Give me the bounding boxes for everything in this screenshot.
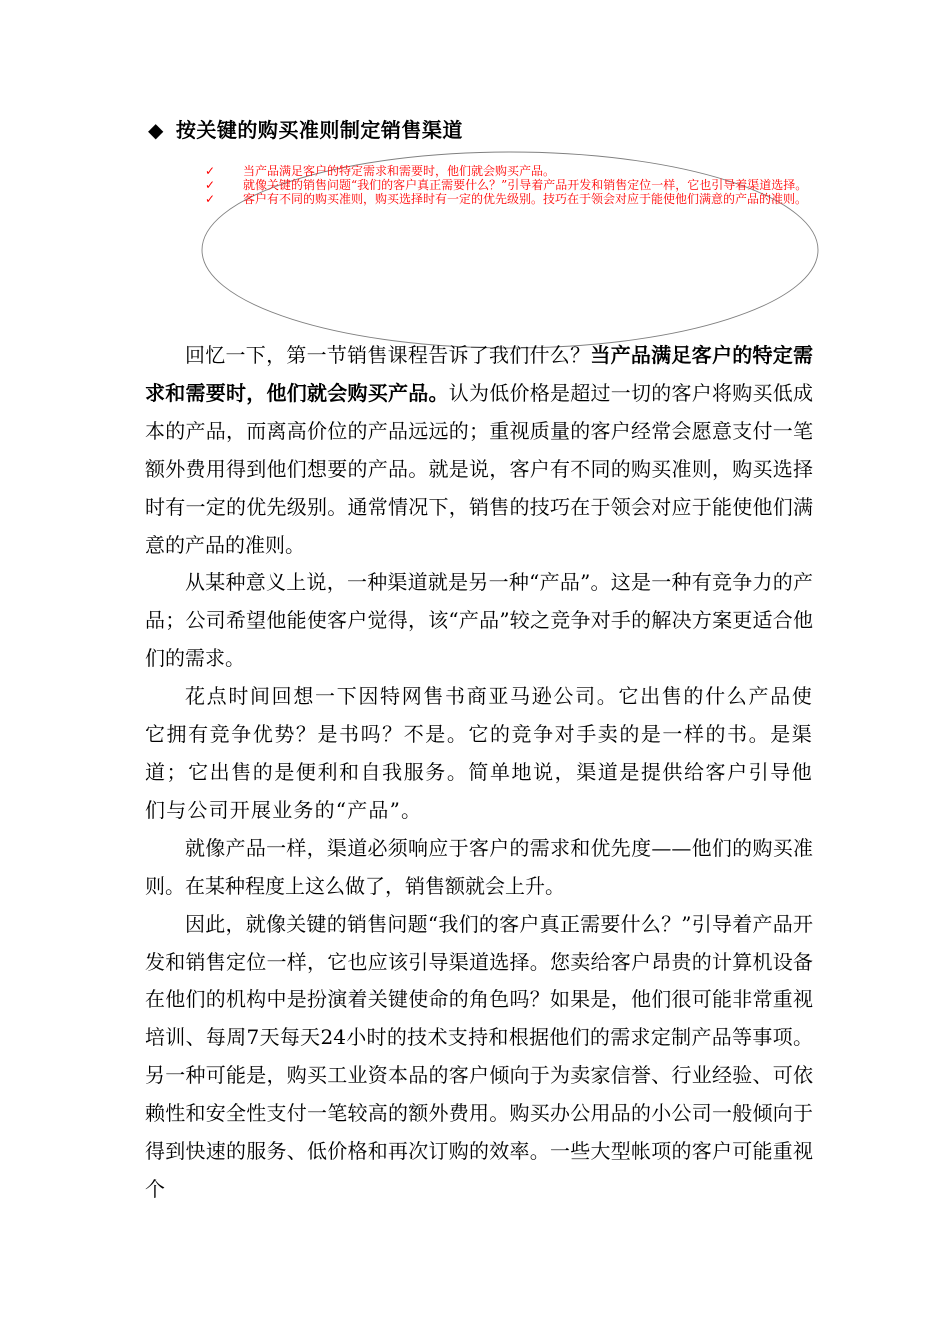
callout-item bbox=[205, 164, 815, 178]
body-text bbox=[145, 337, 813, 1209]
emphasis-text: 当产品满足客户的特定需求和需要时，他们就会购买产品。 bbox=[145, 343, 814, 405]
paragraph: 因此，就像关键的销售问题“我们的客户真正需要什么？”引导着产品开发和销售定位一样，它也应该引导渠道选择。您卖给客户昂贵的计算机设备在他们的机构中是扮演着关键使命的角色吗？如果是，他们很可能非常重视培训、每周7天每天24小时的技术支持和根据他们的需求定制产品等事项。另一种可能是，购买工业资本品的客户倾向于为卖家信誉、行业经验、可依赖性和安全性支付一笔较高的额外费用。购买办公用品的小公司一般倾向于得到快速的服务、低价格和再次订购的效率。一些大型帐项的客户可能重视个 bbox=[145, 911, 813, 1201]
callout-item bbox=[205, 178, 815, 192]
callout-list bbox=[205, 164, 815, 206]
paragraph bbox=[145, 337, 813, 564]
paragraph: 就像产品一样，渠道必须响应于客户的需求和优先度——他们的购买准则。在某种程度上这么做了，销售额就会上升。 bbox=[145, 835, 813, 898]
callout-item bbox=[205, 192, 815, 206]
paragraph: 花点时间回想一下因特网售书商亚马逊公司。它出售的什么产品使它拥有竞争优势？是书吗？不是。它的竞争对手卖的是一样的书。是渠道；它出售的是便利和自我服务。简单地说，渠道是提供给客户引导他们与公司开展业务的“产品”。 bbox=[145, 684, 813, 822]
paragraph-text: 认为低价格是超过一切的客户将购买低成本的产品，而离高价位的产品远远的；重视质量的客户经常会愿意支付一笔额外费用得到他们想要的产品。就是说，客户有不同的购买准则，购买选择时有一定的优先级别。通常情况下，销售的技巧在于领会对应于能使他们满意的产品的准则。 bbox=[145, 380, 813, 557]
section-title: 按关键的购买准则制定销售渠道 bbox=[175, 118, 463, 142]
paragraph: 从某种意义上说，一种渠道就是另一种“产品”。这是一种有竞争力的产品；公司希望他能使客户觉得，该“产品”较之竞争对手的解决方案更适合他们的需求。 bbox=[145, 570, 813, 671]
checkmark-icon: ✓ bbox=[205, 192, 216, 206]
paragraph-text: 回忆一下，第一节销售课程告诉了我们什么？ bbox=[185, 343, 591, 367]
checkmark-icon: ✓ bbox=[205, 164, 216, 178]
section-heading bbox=[148, 114, 463, 143]
callout-item-text: 当产品满足客户的特定需求和需要时，他们就会购买产品。 bbox=[243, 164, 556, 178]
diamond-bullet-icon: ◆ bbox=[148, 118, 164, 142]
callout-item-text: 就像关键的销售问题“我们的客户真正需要什么？”引导着产品开发和销售定位一样，它也引导着渠道选择。 bbox=[243, 178, 808, 192]
callout-item-text: 客户有不同的购买准则，购买选择时有一定的优先级别。技巧在于领会对应于能使他们满意的产品的准则。 bbox=[243, 192, 808, 206]
checkmark-icon: ✓ bbox=[205, 178, 216, 192]
